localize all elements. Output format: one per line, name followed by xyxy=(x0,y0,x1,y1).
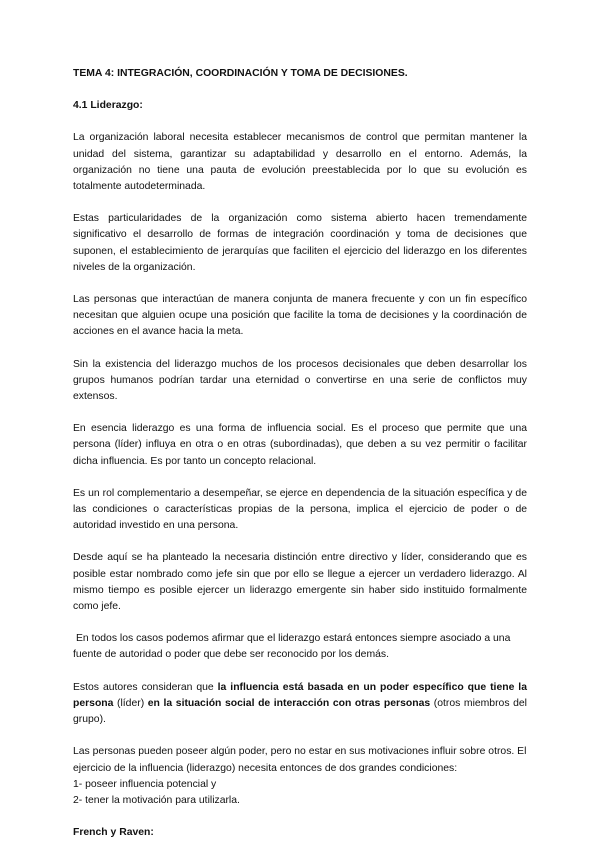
authors-text-2: (líder) xyxy=(113,697,148,709)
conditions-intro: Las personas pueden poseer algún poder, pero no estar en sus motivaciones influir sobre otros. El ejercicio de la influencia (liderazgo) necesita entonces de dos grandes condiciones: xyxy=(73,746,527,774)
document-title: TEMA 4: INTEGRACIÓN, COORDINACIÓN Y TOMA DE DECISIONES. xyxy=(73,68,408,79)
paragraph-7: Desde aquí se ha planteado la necesaria distinción entre directivo y líder, considerando que es posible estar nombrado como jefe sin que por ello se llegue a ejercer un verdadero liderazgo. Al mismo tiempo es posible ejercer un liderazgo emergente sin haber sido instituido formalmente como jefe. xyxy=(73,552,527,613)
subheading: French y Raven: xyxy=(73,827,154,839)
condition-1: 1- poseer influencia potencial y xyxy=(73,778,217,790)
paragraph-1: La organización laboral necesita establecer mecanismos de control que permitan mantener la unidad del sistema, garantizar su adaptabilidad y desarrollo en el entorno. Además, la organización no tiene una pauta de evolución preestablecida por lo que su evolución es totalmente autodeterminada. xyxy=(73,132,527,193)
paragraph-4: Sin la existencia del liderazgo muchos de los procesos decisionales que deben desarrollar los grupos humanos podrían tardar una eternidad o convertirse en una serie de conflictos muy extensos. xyxy=(73,358,527,403)
authors-paragraph xyxy=(73,680,527,729)
paragraph-8 xyxy=(73,631,527,663)
document-page xyxy=(73,66,527,841)
section-title: 4.1 Liderazgo: xyxy=(73,100,143,112)
paragraph-6: Es un rol complementario a desempeñar, se ejerce en dependencia de la situación específica y de las condiciones o características propias de la persona, implica el ejercicio de poder o de autoridad investido en una persona. xyxy=(73,487,527,532)
authors-bold-1: la influencia está basada en un poder específico que tiene la persona xyxy=(73,681,527,709)
paragraph-2: Estas particularidades de la organización como sistema abierto hacen tremendamente significativo el desarrollo de formas de integración coordinación y toma de decisiones que suponen, el establecimiento de jerarquías que faciliten el ejercicio del liderazgo en los diferentes niveles de la organización. xyxy=(73,213,527,273)
authors-bold-2: en la situación social de interacción con otras personas xyxy=(147,697,431,709)
paragraph-3: Las personas que interactúan de manera conjunta de manera frecuente y con un fin específico necesitan que alguien ocupe una posición que facilite la toma de decisiones y la coordinación de acciones en el avance hacia la meta. xyxy=(73,294,527,338)
paragraph-5: En esencia liderazgo es una forma de influencia social. Es el proceso que permite que una persona (líder) influya en otra o en otras (subordinadas), que deben a su vez permitir o facilitar dicha influencia. Es por tanto un concepto relacional. xyxy=(73,423,527,467)
condition-2: 2- tener la motivación para utilizarla. xyxy=(73,794,240,806)
authors-text-3: (otros miembros del grupo). xyxy=(73,697,527,726)
authors-text-1: Estos autores consideran que xyxy=(73,681,218,693)
paragraph-8-text: En todos los casos podemos afirmar que el liderazgo estará entonces siempre asociado a una fuente de autoridad o poder que debe ser reconocido por los demás. xyxy=(73,633,511,661)
conditions-paragraph xyxy=(73,744,527,809)
